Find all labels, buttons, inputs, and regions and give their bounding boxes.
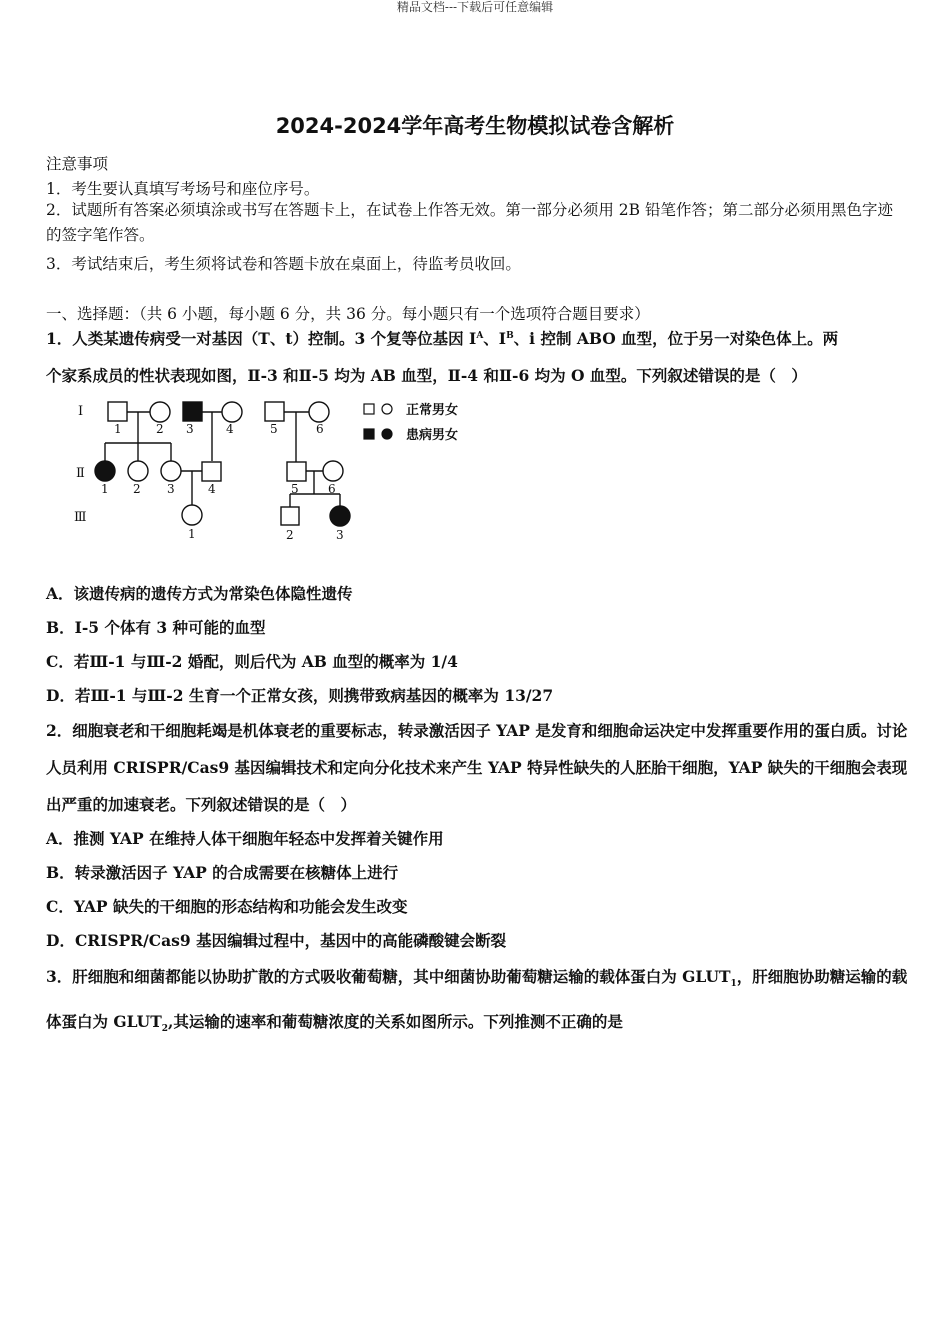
individual-III2-normal-male — [281, 507, 299, 525]
individual-II1-affected-female — [95, 461, 115, 481]
individual-I4-normal-female — [222, 402, 242, 422]
q3-stem-part-a: 3．肝细胞和细菌都能以协助扩散的方式吸收葡萄糖，其中细菌协助葡萄糖运输的载体蛋白为 GLUT — [46, 967, 731, 986]
individual-I2-normal-female — [150, 402, 170, 422]
q1-stem-part-c: 、i 控制 ABO 血型，位于另一对染色体上。两 — [513, 329, 839, 348]
pedigree-chart — [70, 395, 490, 547]
id-II1: 1 — [101, 482, 109, 496]
individual-I1-normal-male — [108, 402, 127, 421]
id-II3: 3 — [167, 482, 175, 496]
id-II5: 5 — [291, 482, 299, 496]
question-1-stem — [46, 327, 838, 349]
individual-I3-affected-male — [183, 402, 202, 421]
id-III2: 2 — [286, 528, 294, 542]
individual-II5-normal-male — [287, 462, 306, 481]
gen-label-1: Ⅰ — [78, 404, 84, 419]
id-I6: 6 — [316, 422, 324, 436]
id-II4: 4 — [208, 482, 216, 496]
q2-option-c: C．YAP 缺失的干细胞的形态结构和功能会发生改变 — [46, 897, 408, 916]
individual-III1-normal-female — [182, 505, 202, 525]
glut2-sub: 2 — [161, 1024, 169, 1035]
legend-affected-label: 患病男女 — [406, 428, 459, 443]
notice-heading: 注意事项 — [46, 155, 109, 173]
glut1-sub: 1 — [730, 979, 737, 990]
q1-stem-part-b: 、Ⅰ — [483, 329, 507, 348]
id-III1: 1 — [188, 527, 196, 541]
page-title: 2024-2024学年高考生物模拟试卷含解析 — [275, 114, 675, 138]
question-2-stem: 2．细胞衰老和干细胞耗竭是机体衰老的重要标志，转录激活因子 YAP 是发育和细胞命运决定中发挥重要作用的蛋白质。讨论人员利用 CRISPR/Cas9 基因编辑技术和定向分化技术来产生 YAP 特异性缺失的人胚胎干细胞，YAP 缺失的干细胞会表现出严重的加速衰老。下列叙述错误的是（ ） — [46, 721, 908, 814]
q2-option-a: A．推测 YAP 在维持人体干细胞年轻态中发挥着关键作用 — [46, 829, 444, 848]
q1-option-c: C．若Ⅲ-1 与Ⅲ-2 婚配，则后代为 AB 血型的概率为 1/4 — [46, 652, 458, 671]
gen-label-3: Ⅲ — [74, 510, 87, 525]
id-I3: 3 — [186, 422, 194, 436]
question-1-stem-line2: 个家系成员的性状表现如图，Ⅱ-3 和Ⅱ-5 均为 AB 血型，Ⅱ-4 和Ⅱ-6 均为 O 血型。下列叙述错误的是（ ） — [46, 366, 807, 385]
notice-item-2: 2．试题所有答案必须填涂或书写在答题卡上，在试卷上作答无效。第一部分必须用 2B 铅笔作答；第二部分必须用黑色字迹的签字笔作答。 — [46, 201, 893, 244]
id-I1: 1 — [114, 422, 122, 436]
q3-stem-part-c: ,其运输的速率和葡萄糖浓度的关系如图所示。下列推测不正确的是 — [168, 1012, 623, 1032]
section-heading: 一、选择题：（共 6 小题，每小题 6 分，共 36 分。每小题只有一个选项符合题目要求） — [46, 305, 650, 323]
q1-option-b: B．Ⅰ-5 个体有 3 种可能的血型 — [46, 618, 266, 637]
legend-affected-female-icon — [382, 429, 392, 439]
individual-III3-affected-female — [330, 506, 350, 526]
legend-normal-female-icon — [382, 404, 392, 414]
individual-II4-normal-male — [202, 462, 221, 481]
q1-stem-part-a: 1．人类某遗传病受一对基因（T、t）控制。3 个复等位基因 Ⅰ — [46, 329, 477, 348]
individual-II3-normal-female — [161, 461, 181, 481]
q2-option-b: B．转录激活因子 YAP 的合成需要在核糖体上进行 — [46, 863, 399, 882]
legend-affected-male-icon — [364, 429, 374, 439]
individual-II2-normal-female — [128, 461, 148, 481]
notice-item-1: 1．考生要认真填写考场号和座位序号。 — [46, 180, 320, 198]
id-I5: 5 — [270, 422, 278, 436]
allele-b-sup: B — [506, 330, 514, 341]
individual-I6-normal-female — [309, 402, 329, 422]
id-I4: 4 — [226, 422, 234, 436]
id-II2: 2 — [133, 482, 141, 496]
allele-a-sup: A — [476, 330, 484, 341]
q3-stem-part-b: ，肝细胞协助糖运输的载体蛋白为 GLUT — [46, 967, 908, 1032]
legend-normal-label: 正常男女 — [406, 403, 459, 418]
q1-option-a: A．该遗传病的遗传方式为常染色体隐性遗传 — [46, 584, 353, 603]
page-header: 精品文档---下载后可任意编辑 — [396, 0, 554, 14]
q1-option-d: D．若Ⅲ-1 与Ⅲ-2 生育一个正常女孩，则携带致病基因的概率为 13/27 — [46, 686, 554, 705]
notice-item-3: 3．考试结束后，考生须将试卷和答题卡放在桌面上，待监考员收回。 — [46, 255, 521, 273]
gen-label-2: Ⅱ — [76, 466, 85, 481]
q2-option-d: D．CRISPR/Cas9 基因编辑过程中，基因中的高能磷酸键会断裂 — [46, 931, 507, 950]
id-I2: 2 — [156, 422, 164, 436]
id-III3: 3 — [336, 528, 344, 542]
id-II6: 6 — [328, 482, 336, 496]
individual-II6-normal-female — [323, 461, 343, 481]
question-3-stem — [46, 958, 908, 1048]
individual-I5-normal-male — [265, 402, 284, 421]
legend-normal-male-icon — [364, 404, 374, 414]
